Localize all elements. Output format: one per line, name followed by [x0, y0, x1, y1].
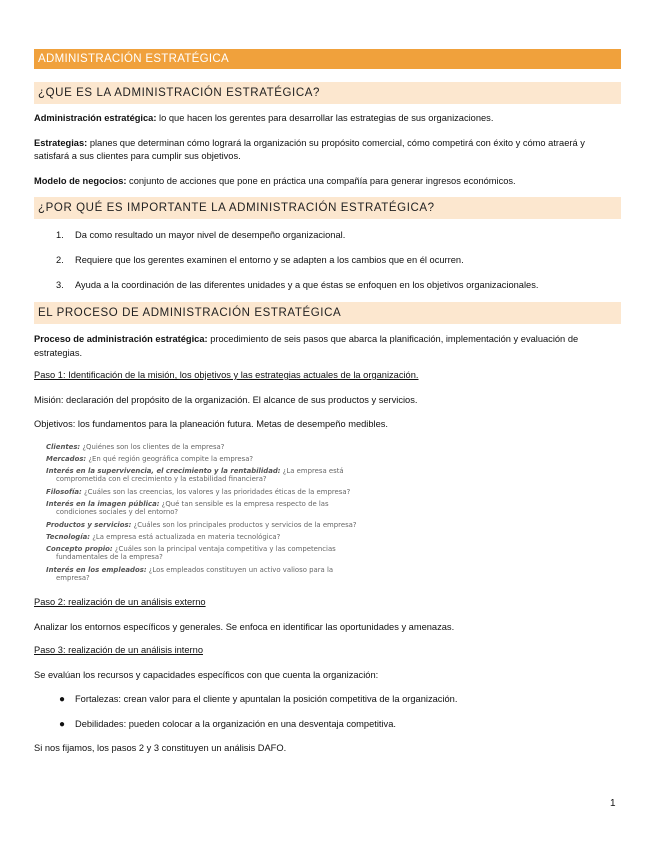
section-heading-proceso: EL PROCESO DE ADMINISTRACIÓN ESTRATÉGICA — [34, 302, 621, 324]
step-3-title: Paso 3: realización de un análisis interno — [34, 645, 203, 656]
step-2-title: Paso 2: realización de un análisis externo — [34, 597, 206, 608]
definition-proceso — [34, 333, 621, 360]
bullet-icon: ● — [59, 719, 66, 731]
figure-item: Interés en la imagen pública: ¿Qué tan sensible es la empresa respecto de las condiciones sociales y del entorno? — [46, 499, 329, 517]
importance-list — [34, 229, 621, 292]
figure-item: Interés en la supervivencia, el crecimiento y la rentabilidad: ¿La empresa está comprometida con el crecimiento y la estabilidad financiera? — [46, 467, 344, 484]
step-2-text: Analizar los entornos específicos y generales. Se enfoca en identificar las oportunidades y amenazas. — [34, 621, 455, 632]
term: Proceso de administración estratégica: — [34, 334, 208, 344]
list-item: 2. Requiere que los gerentes examinen el entorno y se adapten a los cambios que en él ocurren. — [56, 255, 464, 265]
document-page — [34, 49, 621, 756]
swot-internal-list — [34, 693, 621, 731]
step-1-title: Paso 1: Identificación de la misión, los objetivos y las estrategias actuales de la organización. — [34, 370, 419, 380]
list-item: ● Debilidades: pueden colocar a la organización en una desventaja competitiva. — [59, 719, 396, 731]
step-3-text: Se evalúan los recursos y capacidades específicos con que cuenta la organización: — [34, 669, 379, 680]
term: Administración estratégica: — [34, 113, 157, 123]
figure-item: Productos y servicios: ¿Cuáles son los principales productos y servicios de la empresa? — [46, 520, 357, 529]
definition-text: conjunto de acciones que pone en práctica una compañía para generar ingresos económicos. — [126, 175, 516, 186]
figure-item: Mercados: ¿En qué región geográfica compite la empresa? — [46, 454, 254, 463]
list-item: 3. Ayuda a la coordinación de las diferentes unidades y a que éstas se enfoquen en los objetivos organizacionales. — [56, 280, 539, 290]
section-heading-que-es: ¿QUE ES LA ADMINISTRACIÓN ESTRATÉGICA? — [34, 82, 621, 104]
objetivos-text: Objetivos: los fundamentos para la planeación futura. Metas de desempeño medibles. — [34, 419, 389, 429]
definition-text: procedimiento de seis pasos que abarca la planificación, implementación y evaluación de estrategias. — [34, 334, 579, 358]
list-item: 1. Da como resultado un mayor nivel de desempeño organizacional. — [56, 230, 346, 240]
list-item: ● Fortalezas: crean valor para el cliente y apuntalan la posición competitiva de la organización. — [59, 694, 458, 706]
term: Estrategias: — [34, 137, 88, 148]
figure-item: Tecnología: ¿La empresa está actualizada en materia tecnológica? — [46, 532, 281, 541]
definition-administracion — [34, 112, 621, 126]
figure-item: Filosofía: ¿Cuáles son las creencias, los valores y las prioridades éticas de la empresa? — [46, 487, 351, 496]
mission-components-figure — [46, 443, 376, 583]
figure-item: Clientes: ¿Quiénes son los clientes de la empresa? — [46, 442, 225, 451]
definition-estrategias — [34, 137, 621, 164]
figure-item: Interés en los empleados: ¿Los empleados constituyen un activo valioso para la empresa? — [46, 565, 334, 583]
mision-text: Misión: declaración del propósito de la organización. El alcance de sus productos y servicios. — [34, 394, 418, 405]
document-title: ADMINISTRACIÓN ESTRATÉGICA — [34, 49, 621, 69]
term: Modelo de negocios: — [34, 175, 127, 186]
figure-item: Concepto propio: ¿Cuáles son la principal ventaja competitiva y las competencias fundamentales de la empresa? — [46, 545, 336, 562]
conclusion-text: Si nos fijamos, los pasos 2 y 3 constituyen un análisis DAFO. — [34, 743, 287, 754]
page-number: 1 — [610, 798, 616, 809]
definition-text: lo que hacen los gerentes para desarrollar las estrategias de sus organizaciones. — [156, 113, 494, 123]
definition-modelo-negocios — [34, 175, 621, 189]
bullet-icon: ● — [59, 694, 66, 706]
section-heading-por-que: ¿POR QUÉ ES IMPORTANTE LA ADMINISTRACIÓN ESTRATÉGICA? — [34, 197, 621, 219]
definition-text: planes que determinan cómo logrará la organización su propósito comercial, cómo competirá con éxito y cómo atraerá y satisfará a sus clientes para cumplir sus objetivos. — [34, 137, 585, 161]
